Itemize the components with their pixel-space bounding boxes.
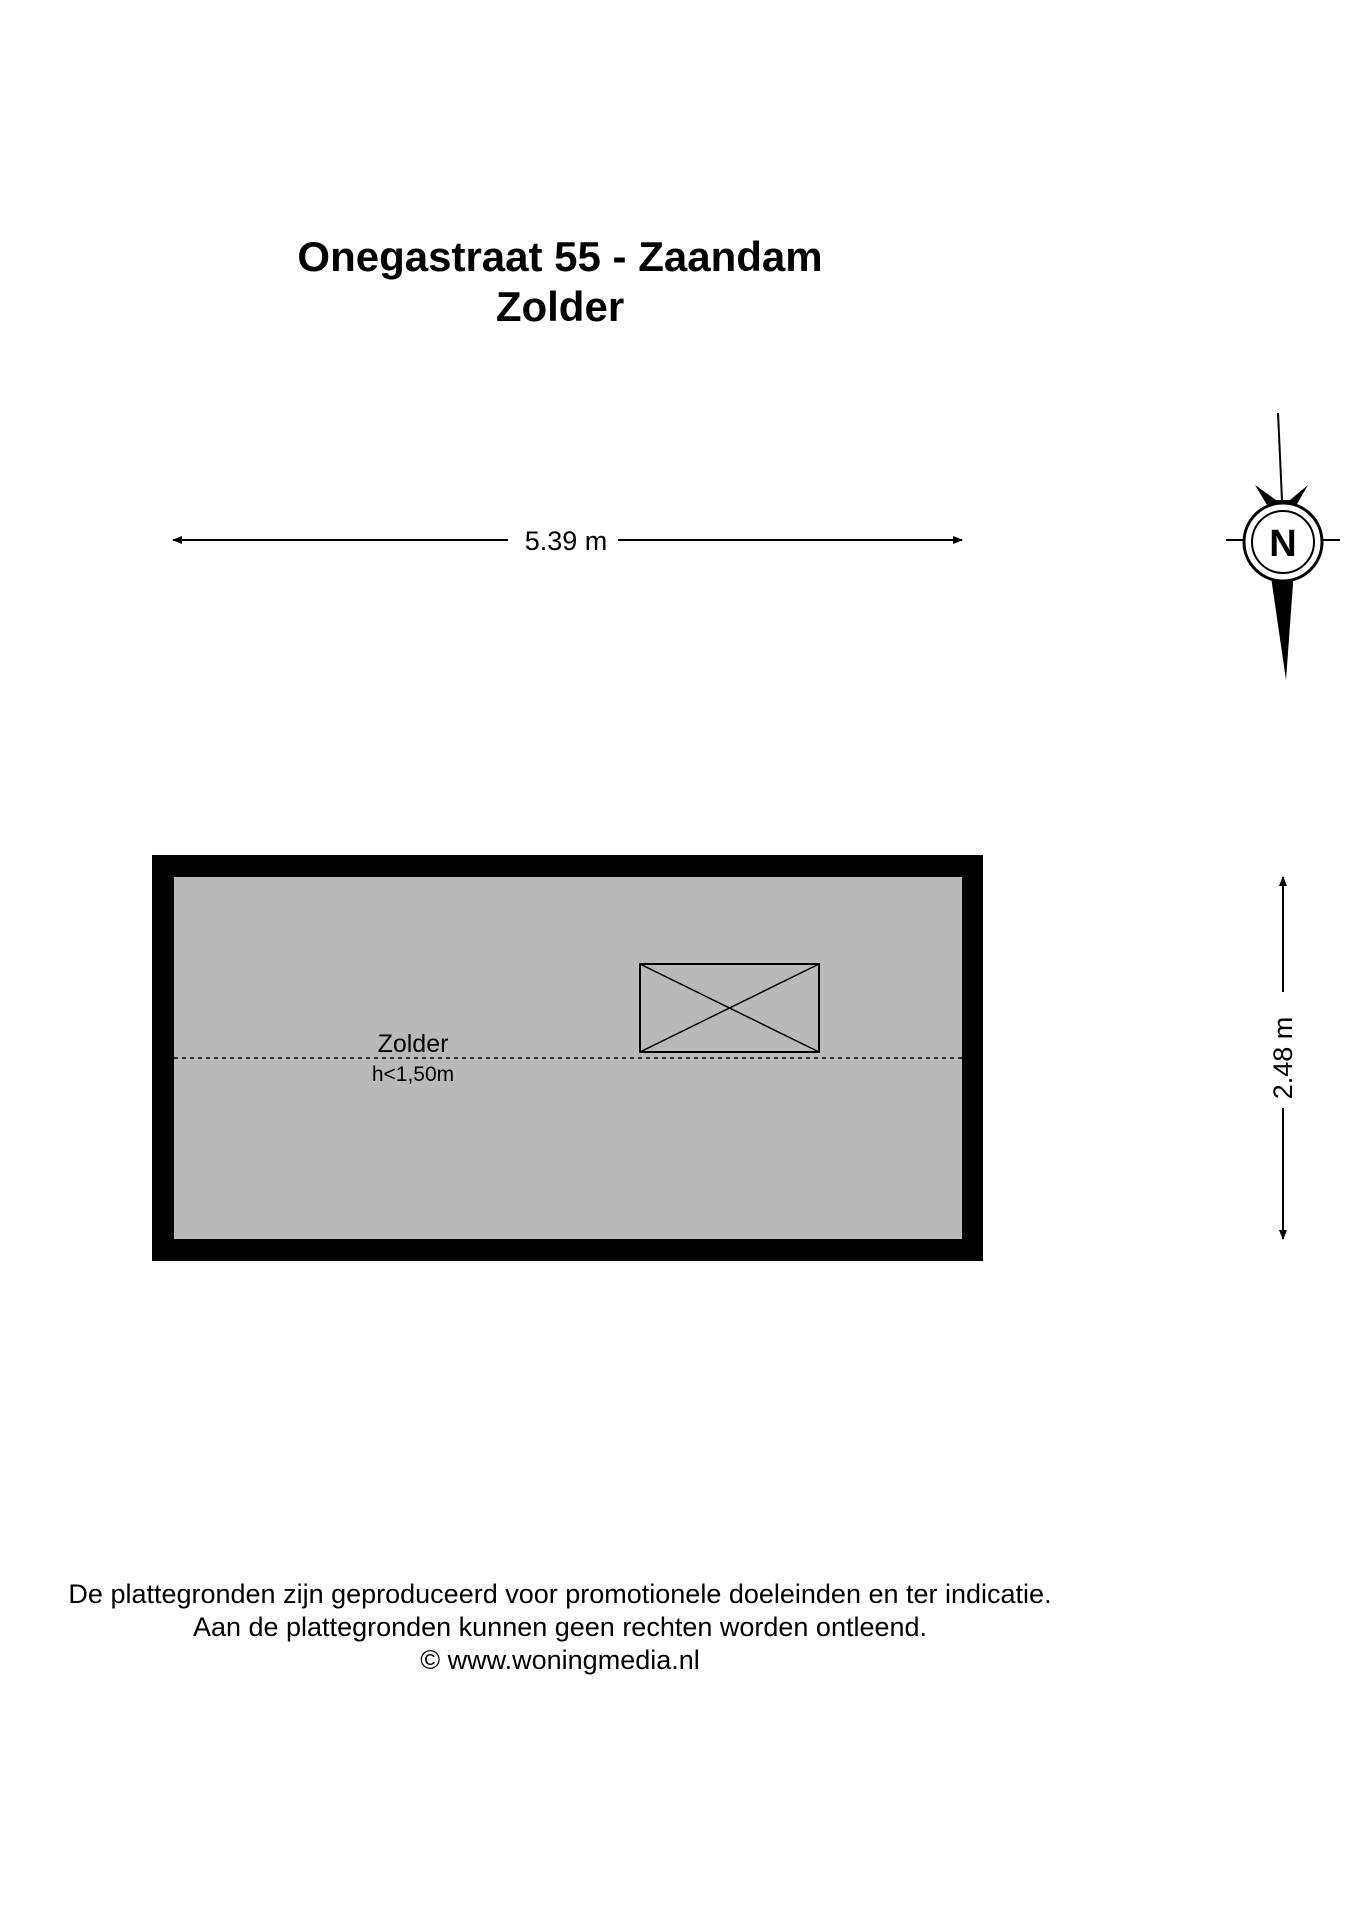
width-dimension-label: 5.39 m — [524, 526, 608, 556]
depth-dimension-label: 2.48 m — [1268, 1016, 1298, 1100]
room-name-label: Zolder — [377, 1030, 449, 1058]
copyright-line: © www.woningmedia.nl — [420, 1645, 700, 1675]
room-height-label: h<1,50m — [371, 1063, 455, 1086]
floor-title: Zolder — [495, 283, 625, 330]
disclaimer-line-1: De plattegronden zijn geproduceerd voor promotionele doeleinden en ter indicatie. — [68, 1579, 1052, 1609]
address-title: Onegastraat 55 - Zaandam — [297, 233, 823, 280]
width-dimension — [173, 526, 962, 556]
room-zolder — [152, 855, 983, 1261]
depth-dimension — [1268, 877, 1298, 1239]
disclaimer-line-2: Aan de plattegronden kunnen geen rechten worden ontleend. — [192, 1612, 928, 1642]
compass-letter: N — [1269, 523, 1297, 565]
compass-north-icon — [1226, 413, 1340, 680]
disclaimer — [0, 1578, 1120, 1677]
